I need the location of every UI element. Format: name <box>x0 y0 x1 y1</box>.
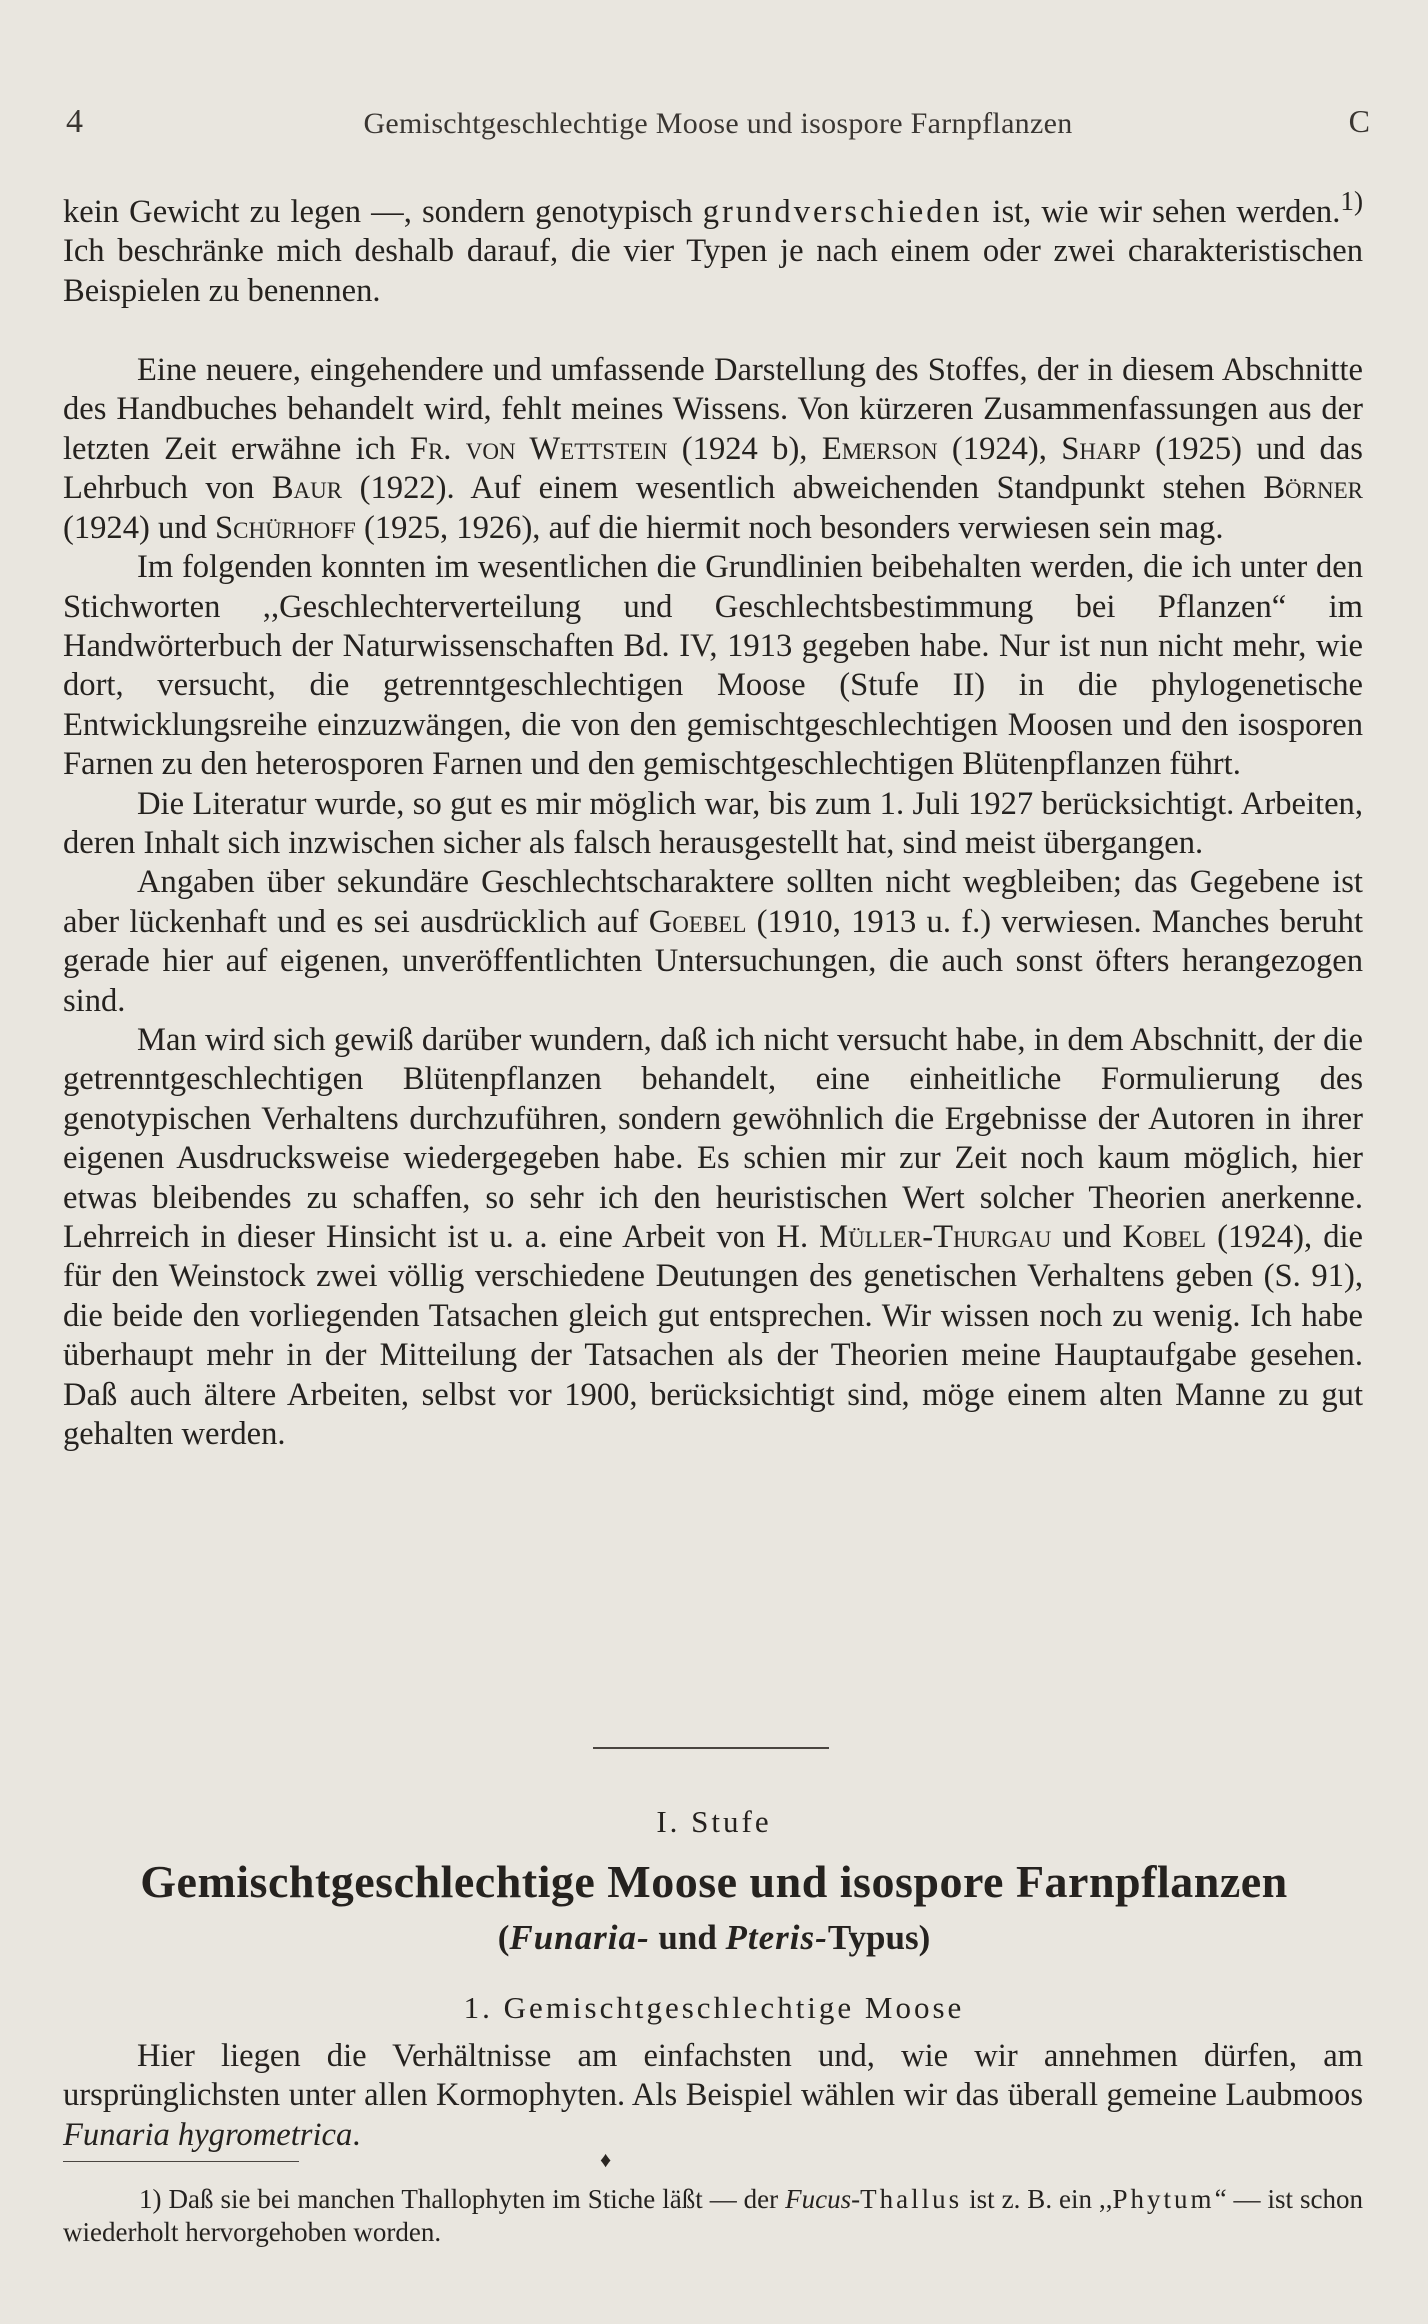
running-header <box>66 103 1370 147</box>
main-text <box>63 182 1363 1454</box>
author-name: Fr. von Wettstein <box>409 430 668 467</box>
paragraph-literature-cutoff: Die Literatur wurde, so gut es mir möglich war, bis zum 1. Juli 1927 berücksichtigt. Arbeiten, deren Inhalt sich inzwischen sicher als falsch herausgestellt hat, sind meist übergangen. <box>63 785 1363 861</box>
type-genus: Funaria- <box>509 1918 650 1957</box>
footnote-label: 1) <box>139 2184 162 2214</box>
chapter-title: Gemischtgeschlechtige Moose und isospore Farnpflanzen <box>140 1856 1288 1907</box>
paragraph-genotypic-behaviour: Man wird sich gewiß darüber wundern, daß ich nicht versucht habe, in dem Abschnitt, der die getrenntgeschlechtigen Blütenpflanzen behandelt, eine einheitliche Formulierung des genotypischen Verhaltens durchzuführen, sondern gewöhnlich die Ergebnisse der Autoren in ihrer eigenen Ausdrucksweise wiedergegeben habe. Es schien mir zur Zeit noch kaum möglich, hier etwas bleibendes zu schaffen, so sehr ich den heuristischen Wert solcher Theorien anerkenne. Lehrreich in dieser Hinsicht ist u. a. eine Arbeit von H. Müller-Thurgau und Kobel (1924), die für den Weinstock zwei völlig verschiedene Deutungen des genetischen Verhaltens geben (S. 91), die beide den vorliegenden Tatsachen gleich gut entsprechen. Wir wissen noch zu wenig. Ich habe überhaupt mehr in der Mitteilung der Tatsachen als der Theorien meine Hauptaufgabe gesehen. Daß auch ältere Arbeiten, selbst vor 1900, berücksichtigt sind, möge einem alten Manne zu gut gehalten werden. <box>63 1021 1364 1453</box>
section-divider <box>593 1747 829 1749</box>
footnote-reference[interactable]: 1) <box>1340 186 1363 216</box>
paragraph-intro-continuation: kein Gewicht zu legen —, sondern genotypisch grundverschieden ist, wie wir sehen werden.$^{1)}$ Ich beschränke mich deshalb darauf, die vier Typen je nach einem oder zwei charakteristischen Beispielen zu benennen. <box>63 186 1363 309</box>
author-name: Emerson <box>821 430 938 467</box>
paragraph-secondary-characters: Angaben über sekundäre Geschlechtscharaktere sollten nicht wegbleiben; das Gegebene ist aber lückenhaft und es sei ausdrücklich auf Goebel (1910, 1913 u. f.) verwiesen. Manches beruht gerade hier auf eigenen, unveröffentlichten Untersuchungen, die auch sonst öfters herangezogen sind. <box>63 864 1363 1019</box>
type-genus: Pteris- <box>725 1918 828 1957</box>
printer-mark: ♦ <box>600 2147 612 2172</box>
author-name: Schürhoff <box>215 509 356 546</box>
author-name: Sharp <box>1061 430 1141 467</box>
signature-mark: C <box>1348 103 1370 139</box>
footnote: 1) Daß sie bei manchen Thallophyten im Stiche läßt — der Fucus-Thallus ist z. B. ein ,,Phytum“ — ist schon wiederholt hervorgehoben worden. <box>63 2184 1363 2247</box>
species-name: Funaria hygrometrica <box>63 2116 353 2153</box>
author-name: Börner <box>1263 470 1363 507</box>
author-name: Baur <box>271 470 343 507</box>
author-name: Kobel <box>1122 1219 1207 1256</box>
author-name: Goebel <box>648 903 747 940</box>
section-title: 1. Gemischtgeschlechtige Moose <box>463 1990 965 2025</box>
genus-name: Fucus- <box>785 2184 861 2214</box>
paragraph-funaria: Hier liegen die Verhältnisse am einfachsten und, wie wir annehmen dürfen, am ursprünglichsten unter allen Kormophyten. Als Beispiel wählen wir das überall gemeine Laubmoos Funaria hygrometrica. <box>63 2038 1363 2153</box>
footnote-divider <box>63 2161 299 2162</box>
emphasized-word: grundverschieden <box>702 193 983 230</box>
paragraph-literature-overview: Eine neuere, eingehendere und umfassende Darstellung des Stoffes, der in diesem Abschnitte des Handbuches behandelt wird, fehlt meines Wissens. Von kürzeren Zusammenfassungen aus der letzten Zeit erwähne ich Fr. von Wettstein (1924 b), Emerson (1924), Sharp (1925) und das Lehrbuch von Baur (1922). Auf einem wesentlich abweichenden Standpunkt stehen Börner (1924) und Schürhoff (1925, 1926), auf die hiermit noch besonders verwiesen sein mag. <box>63 352 1363 546</box>
author-name: H. Müller-Thurgau <box>776 1219 1052 1256</box>
page-number: 4 <box>66 103 83 140</box>
chapter-subtitle: (Funaria- und Pteris-Typus) <box>497 1918 931 1957</box>
running-title: Gemischtgeschlechtige Moose und isospore Farnpflanzen <box>363 107 1073 140</box>
section-text <box>63 2037 1363 2155</box>
paragraph-guidelines: Im folgenden konnten im wesentlichen die Grundlinien beibehalten werden, die ich unter den Stichworten ,,Geschlechterverteilung und Geschlechtsbestimmung bei Pflanzen“ im Handwörterbuch der Naturwissenschaften Bd. IV, 1913 gegeben habe. Nur ist nun nicht mehr, wie dort, versucht, die getrenntgeschlechtigen Moose (Stufe II) in die phylogenetische Entwicklungsreihe einzuzwängen, die von den gemischtgeschlechtigen Moosen und den isosporen Farnen zu den heterosporen Farnen und den gemischtgeschlechtigen Blütenpflanzen führt. <box>63 549 1363 783</box>
stage-heading: I. Stufe <box>656 1804 772 1839</box>
emphasized-word: Phytum <box>1112 2184 1215 2214</box>
